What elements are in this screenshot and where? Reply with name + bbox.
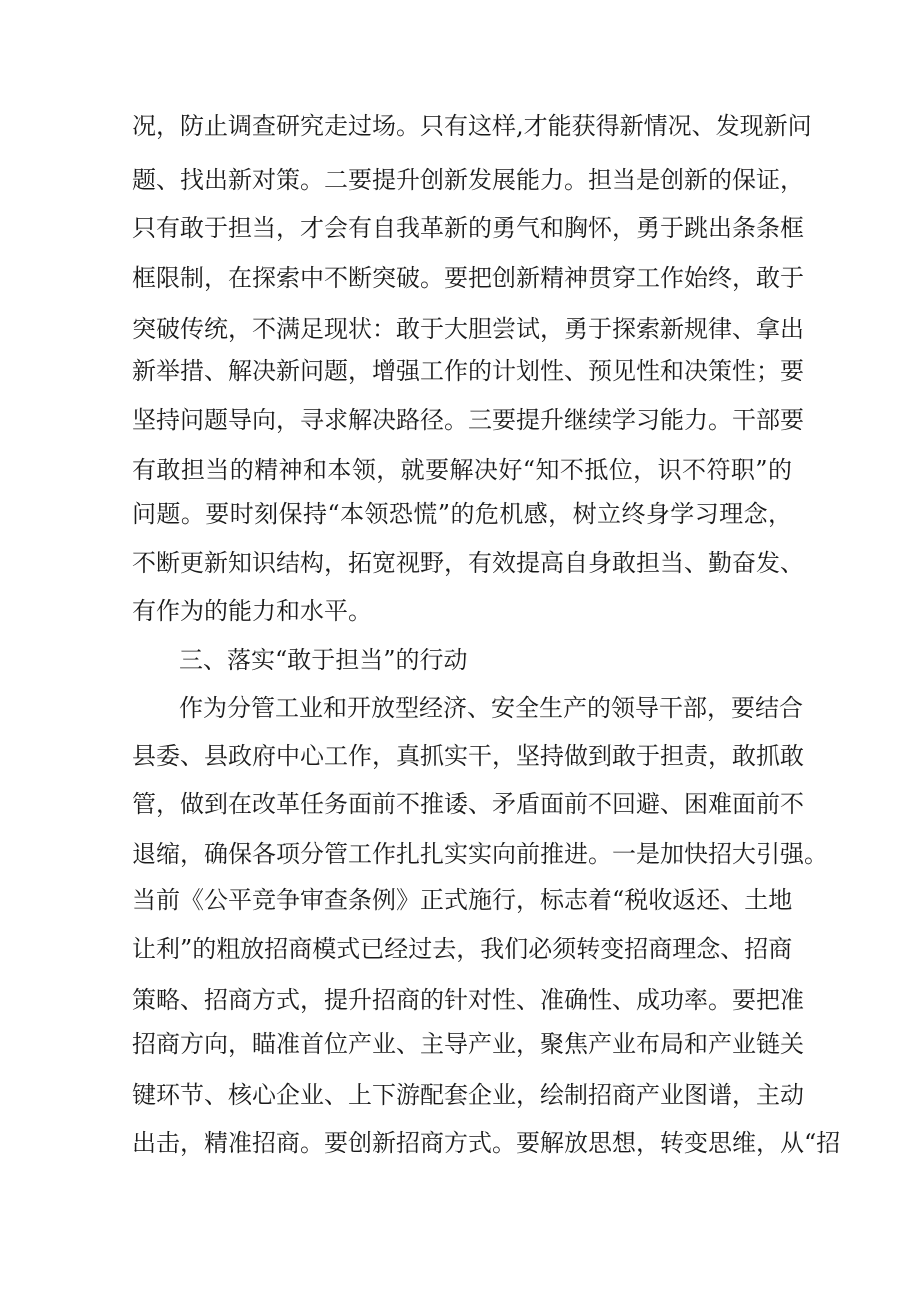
text-line: 新举措、解决新问题，增强工作的计划性、预见性和决策性；要 [132, 357, 804, 385]
text-line: 作为分管工业和开放型经济、安全生产的领导干部，要结合 [179, 694, 803, 722]
text-line: 坚持问题导向，寻求解决路径。三要提升继续学习能力。干部要 [132, 406, 804, 434]
text-line: 有作为的能力和水平。 [132, 597, 372, 625]
text-line: 当前《公平竞争审查条例》正式施行，标志着“税收返还、土地 [132, 886, 793, 914]
text-line: 招商方向，瞄准首位产业、主导产业，聚焦产业布局和产业链关 [132, 1030, 804, 1058]
text-line: 有敢担当的精神和本领，就要解决好“知不抵位，识不符职”的 [132, 456, 792, 484]
text-line: 县委、县政府中心工作，真抓实干，坚持做到敢于担责，敢抓敢 [132, 742, 804, 770]
text-line: 管，做到在改革任务面前不推诿、矛盾面前不回避、困难面前不 [132, 790, 804, 818]
text-line: 策略、招商方式，提升招商的针对性、准确性、成功率。要把准 [132, 986, 804, 1014]
text-line: 出击，精准招商。要创新招商方式。要解放思想，转变思维，从“招 [132, 1129, 841, 1157]
text-line: 框限制，在探索中不断突破。要把创新精神贯穿工作始终，敢于 [132, 264, 804, 292]
text-line: 退缩，确保各项分管工作扎扎实实向前推进。一是加快招大引强。 [132, 840, 828, 868]
text-line: 不断更新知识结构，拓宽视野，有效提高自身敢担当、勤奋发、 [132, 549, 804, 577]
section-heading: 三、落实“敢于担当”的行动 [179, 646, 468, 674]
text-line: 突破传统，不满足现状：敢于大胆尝试，勇于探索新规律、拿出 [132, 315, 804, 343]
text-line: 况，防止调查研究走过场。只有这样,才能获得新情况、发现新问 [132, 112, 812, 140]
text-line: 只有敢于担当，才会有自我革新的勇气和胸怀，勇于跳出条条框 [132, 214, 804, 242]
text-line: 题、找出新对策。二要提升创新发展能力。担当是创新的保证， [132, 166, 804, 194]
text-line: 问题。要时刻保持“本领恐慌”的危机感，树立终身学习理念， [132, 500, 792, 528]
text-line: 键环节、核心企业、上下游配套企业，绘制招商产业图谱，主动 [132, 1081, 804, 1109]
text-line: 让利”的粗放招商模式已经过去，我们必须转变招商理念、招商 [132, 935, 793, 963]
